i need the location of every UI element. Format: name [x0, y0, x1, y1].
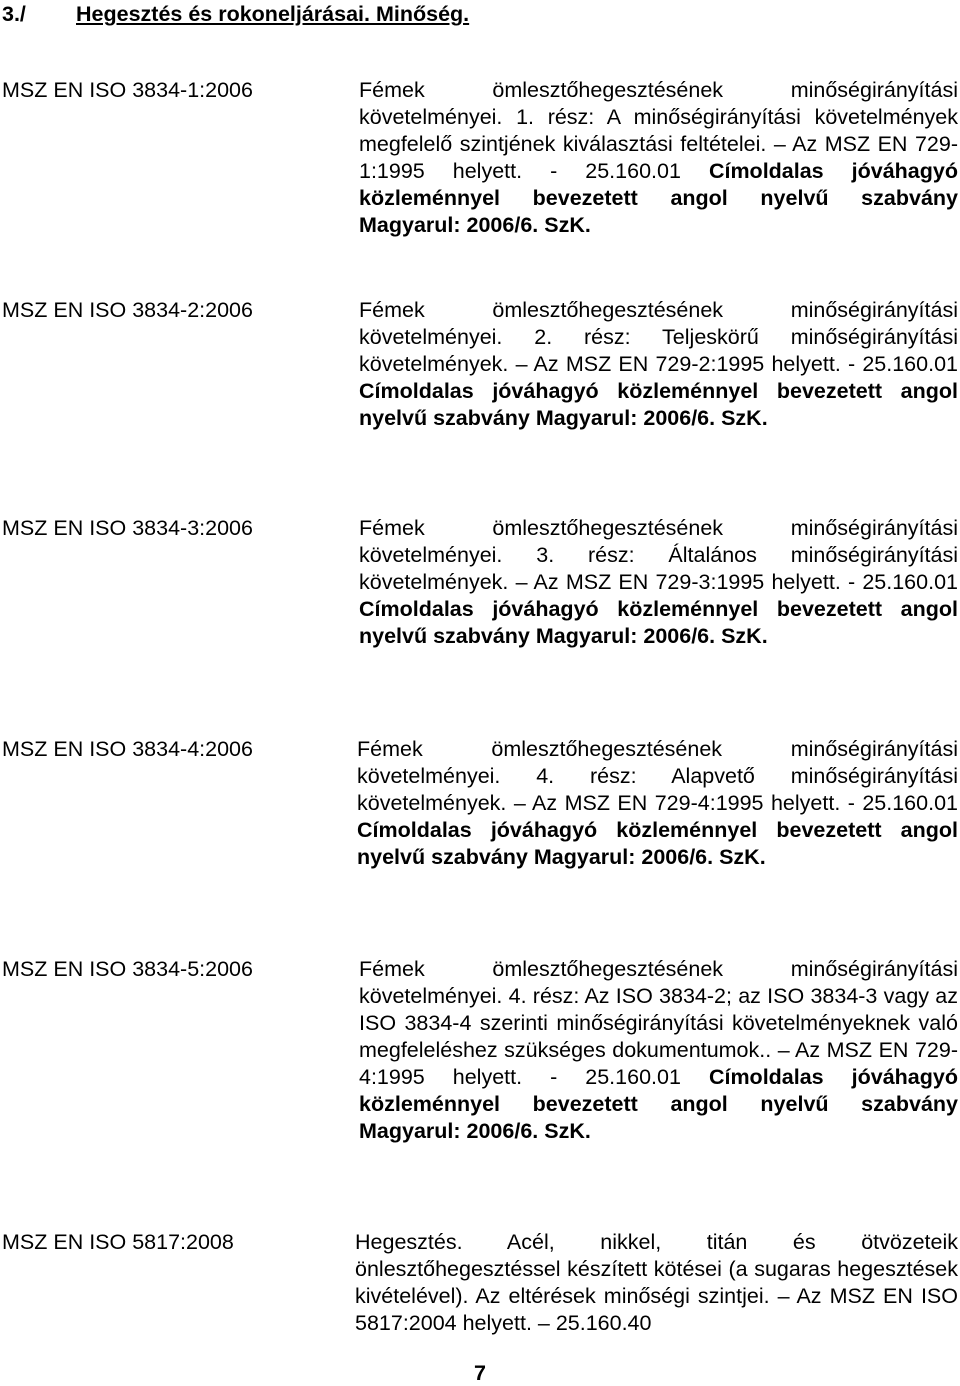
description-note: Címoldalas jóváhagyó közleménnyel bevezetett angol nyelvű szabvány Magyarul: 2006/6. SzK.: [359, 1065, 958, 1143]
standard-code: MSZ EN ISO 3834-1:2006: [2, 78, 253, 102]
description-note: Címoldalas jóváhagyó közleménnyel bevezetett angol nyelvű szabvány Magyarul: 2006/6. SzK.: [357, 818, 958, 869]
description-note: Címoldalas jóváhagyó közleménnyel bevezetett angol nyelvű szabvány Magyarul: 2006/6. SzK.: [359, 379, 958, 430]
standard-code: MSZ EN ISO 3834-2:2006: [2, 298, 253, 322]
description-text: Fémek ömlesztőhegesztésének minőségirányítási követelményei. 3. rész: Általános minőségirányítási követelmények. – Az MSZ EN 729-3:1995 helyett. - 25.160.01: [359, 516, 958, 594]
description-note: Címoldalas jóváhagyó közleménnyel bevezetett angol nyelvű szabvány Magyarul: 2006/6. SzK.: [359, 159, 958, 237]
standard-code: MSZ EN ISO 5817:2008: [2, 1230, 234, 1254]
description-text: Fémek ömlesztőhegesztésének minőségirányítási követelményei. 2. rész: Teljeskörű minőségirányítási követelmények. – Az MSZ EN 729-2:1995 helyett. - 25.160.01: [359, 298, 958, 376]
standard-description: [359, 297, 958, 432]
section-title: Hegesztés és rokoneljárásai. Minőség.: [76, 2, 470, 26]
standard-code: MSZ EN ISO 3834-5:2006: [2, 957, 253, 981]
standard-description: [357, 736, 958, 871]
description-text: Fémek ömlesztőhegesztésének minőségirányítási követelményei. 4. rész: Az ISO 3834-2; az ISO 3834-3 vagy az ISO 3834-4 szerinti minőségirányítási követelményeknek való megfeleléshez szükséges dokumentumok.. – Az MSZ EN 729-4:1995 helyett. - 25.160.01: [359, 957, 958, 1089]
section-number: 3./: [2, 2, 26, 26]
description-text: Fémek ömlesztőhegesztésének minőségirányítási követelményei. 4. rész: Alapvető minőségirányítási követelmények. – Az MSZ EN 729-4:1995 helyett. - 25.160.01: [357, 737, 958, 815]
standard-code: MSZ EN ISO 3834-3:2006: [2, 516, 253, 540]
standard-description: [359, 956, 958, 1145]
section-heading: [2, 0, 469, 28]
description-note: Címoldalas jóváhagyó közleménnyel bevezetett angol nyelvű szabvány Magyarul: 2006/6. SzK.: [359, 597, 958, 648]
page-number: 7: [474, 1361, 486, 1385]
standard-description: [359, 515, 958, 650]
description-text: Fémek ömlesztőhegesztésének minőségirányítási követelményei. 1. rész: A minőségirányítási követelmények megfelelő szintjének kiválasztási feltételei. – Az MSZ EN 729-1:1995 helyett. - 25.160.01: [359, 78, 958, 183]
standard-description: [355, 1229, 958, 1337]
description-text: Hegesztés. Acél, nikkel, titán és ötvözeteik önlesztőhegesztéssel készített kötései (a sugaras hegesztések kivételével). Az eltérések minőségi szintjei. – Az MSZ EN ISO 5817:2004 helyett. – 25.160.40: [355, 1230, 958, 1335]
standard-code: MSZ EN ISO 3834-4:2006: [2, 737, 253, 761]
standard-description: [359, 77, 958, 239]
